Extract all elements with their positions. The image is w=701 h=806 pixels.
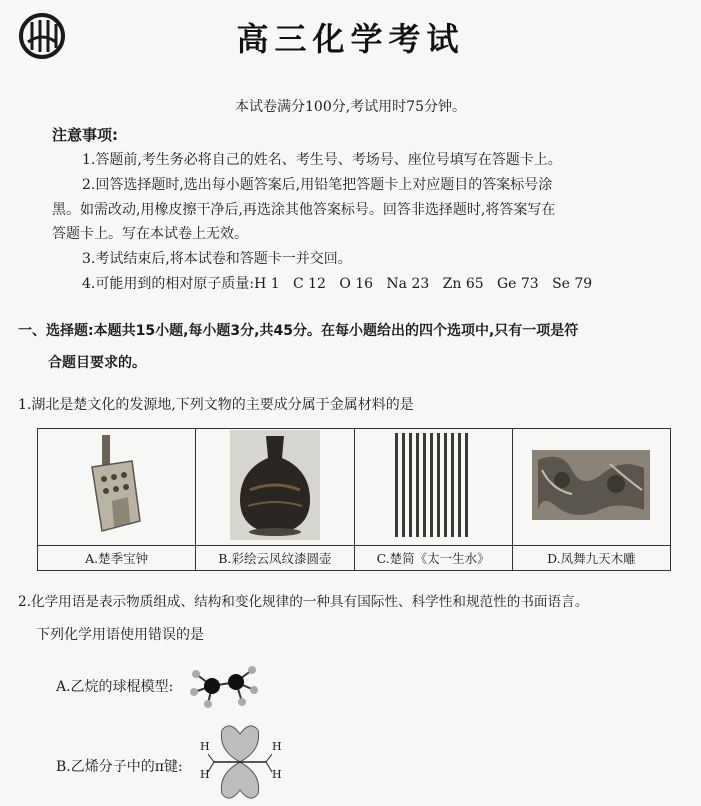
question-2-stem: 2.化学用语是表示物质组成、结构和变化规律的一种具有国际性、科学性和规范性的书面语言。 — [18, 594, 589, 610]
option-c-caption: C.楚简《太一生水》 — [354, 546, 512, 571]
h-label: H — [200, 768, 210, 781]
section-heading-cont: 合题目要求的。 — [48, 355, 146, 371]
notice-item-4: 4.可能用到的相对原子质量:H 1 C 12 O 16 Na 23 Zn 65 Ge 73 Se 79 — [82, 276, 593, 292]
h-label: H — [272, 740, 282, 753]
page-title: 高三化学考试 — [236, 20, 465, 58]
notice-item-2: 2.回答选择题时,选出每小题答案后,用铅笔把答题卡上对应题目的答案标号涂 — [82, 177, 553, 193]
notice-item-3: 3.考试结束后,将本试卷和答题卡一并交回。 — [82, 251, 352, 267]
lacquer-pot-icon — [230, 430, 320, 540]
option-d-image-cell — [512, 429, 670, 546]
ethylene-pi-bond-model — [200, 720, 280, 804]
h-label: H — [200, 740, 210, 753]
h-label: H — [272, 768, 282, 781]
pi-bond-orbital-icon — [200, 720, 280, 804]
option-c-image-cell — [354, 429, 512, 546]
exam-info: 本试卷满分100分,考试用时75分钟。 — [235, 99, 466, 115]
question-1-stem: 1.湖北是楚文化的发源地,下列文物的主要成分属于金属材料的是 — [18, 397, 414, 413]
wood-carving-icon — [532, 450, 650, 520]
option-a-label: A.乙烷的球棍模型: — [56, 679, 174, 695]
question-1-options-table — [37, 428, 671, 571]
option-b-caption: B.彩绘云凤纹漆圆壶 — [196, 546, 354, 571]
ethane-ball-stick-model-icon — [188, 662, 260, 710]
option-b-label: B.乙烯分子中的π键: — [56, 759, 183, 775]
option-b-image-cell — [196, 429, 354, 546]
notice-item-1: 1.答题前,考生务必将自己的姓名、考生号、考场号、座位号填写在答题卡上。 — [82, 152, 562, 168]
notice-item-2-end: 答题卡上。写在本试卷上无效。 — [52, 226, 248, 242]
option-a-caption: A.楚季宝钟 — [38, 546, 196, 571]
notice-heading: 注意事项: — [52, 126, 118, 144]
bamboo-slips-icon — [393, 431, 473, 539]
notice-item-2-cont: 黑。如需改动,用橡皮擦干净后,再选涂其他答案标号。回答非选择题时,将答案写在 — [52, 202, 556, 218]
option-a-image-cell — [38, 429, 196, 546]
section-heading: 一、选择题:本题共15小题,每小题3分,共45分。在每小题给出的四个选项中,只有一项是符 — [18, 323, 579, 339]
bronze-bell-icon — [82, 431, 152, 539]
question-2-stem-cont: 下列化学用语使用错误的是 — [36, 627, 204, 643]
option-d-caption: D.凤舞九天木雕 — [512, 546, 670, 571]
